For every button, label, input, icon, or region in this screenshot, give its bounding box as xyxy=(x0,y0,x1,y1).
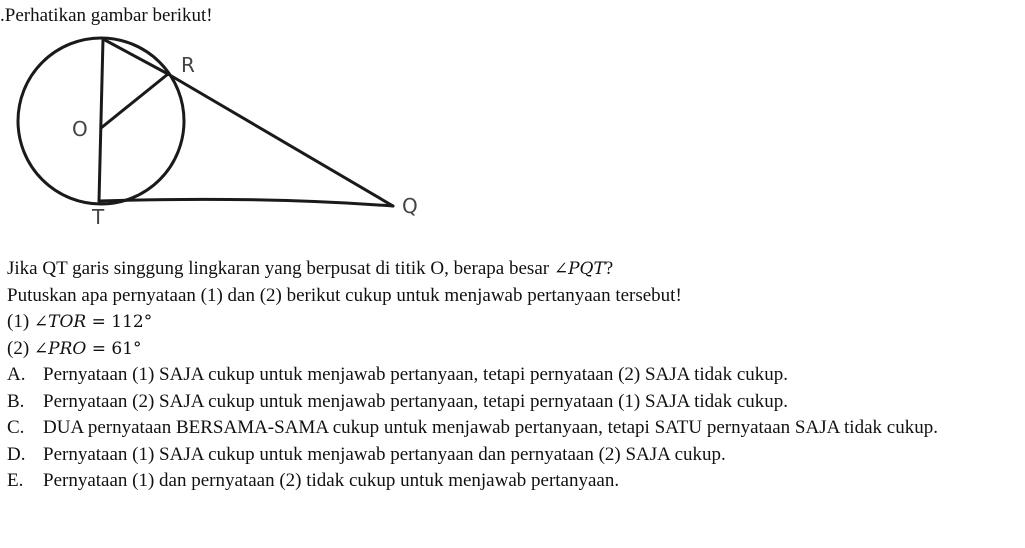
label-q: Q xyxy=(402,194,418,218)
label-r: R xyxy=(181,53,195,77)
statement-value: = 112° xyxy=(86,312,153,332)
option-letter: C. xyxy=(7,417,25,438)
statement-number: (2) xyxy=(7,337,34,359)
statement-number: (1) xyxy=(7,311,34,332)
statement-angle: ∠PRO xyxy=(33,338,87,359)
option-e[interactable] xyxy=(7,468,1022,495)
option-letter: D. xyxy=(7,443,26,465)
question-text-before: Jika QT garis singgung lingkaran yang berpusat di titik O, berapa besar xyxy=(7,258,554,279)
tangent-tq xyxy=(99,199,393,206)
option-c[interactable] xyxy=(7,415,1022,442)
geometry-figure xyxy=(0,30,460,240)
instruction-text: Putuskan apa pernyataan (1) dan (2) berikut cukup untuk menjawab pertanyaan tersebut! xyxy=(7,284,682,306)
label-t: T xyxy=(92,205,105,229)
option-a[interactable] xyxy=(7,362,1022,389)
option-d[interactable] xyxy=(7,442,1022,469)
question-angle: ∠PQT xyxy=(553,259,605,279)
option-text: Pernyataan (1) dan pernyataan (2) tidak cukup untuk menjawab pertanyaan. xyxy=(43,470,620,491)
option-text: DUA pernyataan BERSAMA-SAMA cukup untuk menjawab pertanyaan, tetapi SATU pernyataan SAJA tidak cukup. xyxy=(43,417,938,438)
statement-1 xyxy=(7,309,1022,336)
radius-or xyxy=(101,74,168,128)
option-text: Pernyataan (1) SAJA cukup untuk menjawab pertanyaan, tetapi pernyataan (2) SAJA tidak cukup. xyxy=(43,364,789,385)
option-b[interactable] xyxy=(7,389,1022,416)
question-text xyxy=(7,256,1022,283)
line-rq xyxy=(168,74,393,206)
option-letter: A. xyxy=(7,364,26,385)
circle-tangent-diagram xyxy=(0,30,460,240)
label-o: O xyxy=(72,117,88,141)
intro-instruction: .Perhatikan gambar berikut! xyxy=(0,5,213,26)
diameter-pt xyxy=(99,39,103,201)
option-text: Pernyataan (2) SAJA cukup untuk menjawab pertanyaan, tetapi pernyataan (1) SAJA tidak cukup. xyxy=(43,390,789,412)
question-block xyxy=(7,256,1022,495)
question-text-after: ? xyxy=(604,258,614,279)
option-letter: E. xyxy=(7,470,24,491)
option-letter: B. xyxy=(7,390,25,412)
option-text: Pernyataan (1) SAJA cukup untuk menjawab pertanyaan dan pernyataan (2) SAJA cukup. xyxy=(43,443,726,465)
statement-angle: ∠TOR xyxy=(33,312,87,332)
statement-value: = 61° xyxy=(86,338,142,359)
statement-2 xyxy=(7,336,1022,363)
